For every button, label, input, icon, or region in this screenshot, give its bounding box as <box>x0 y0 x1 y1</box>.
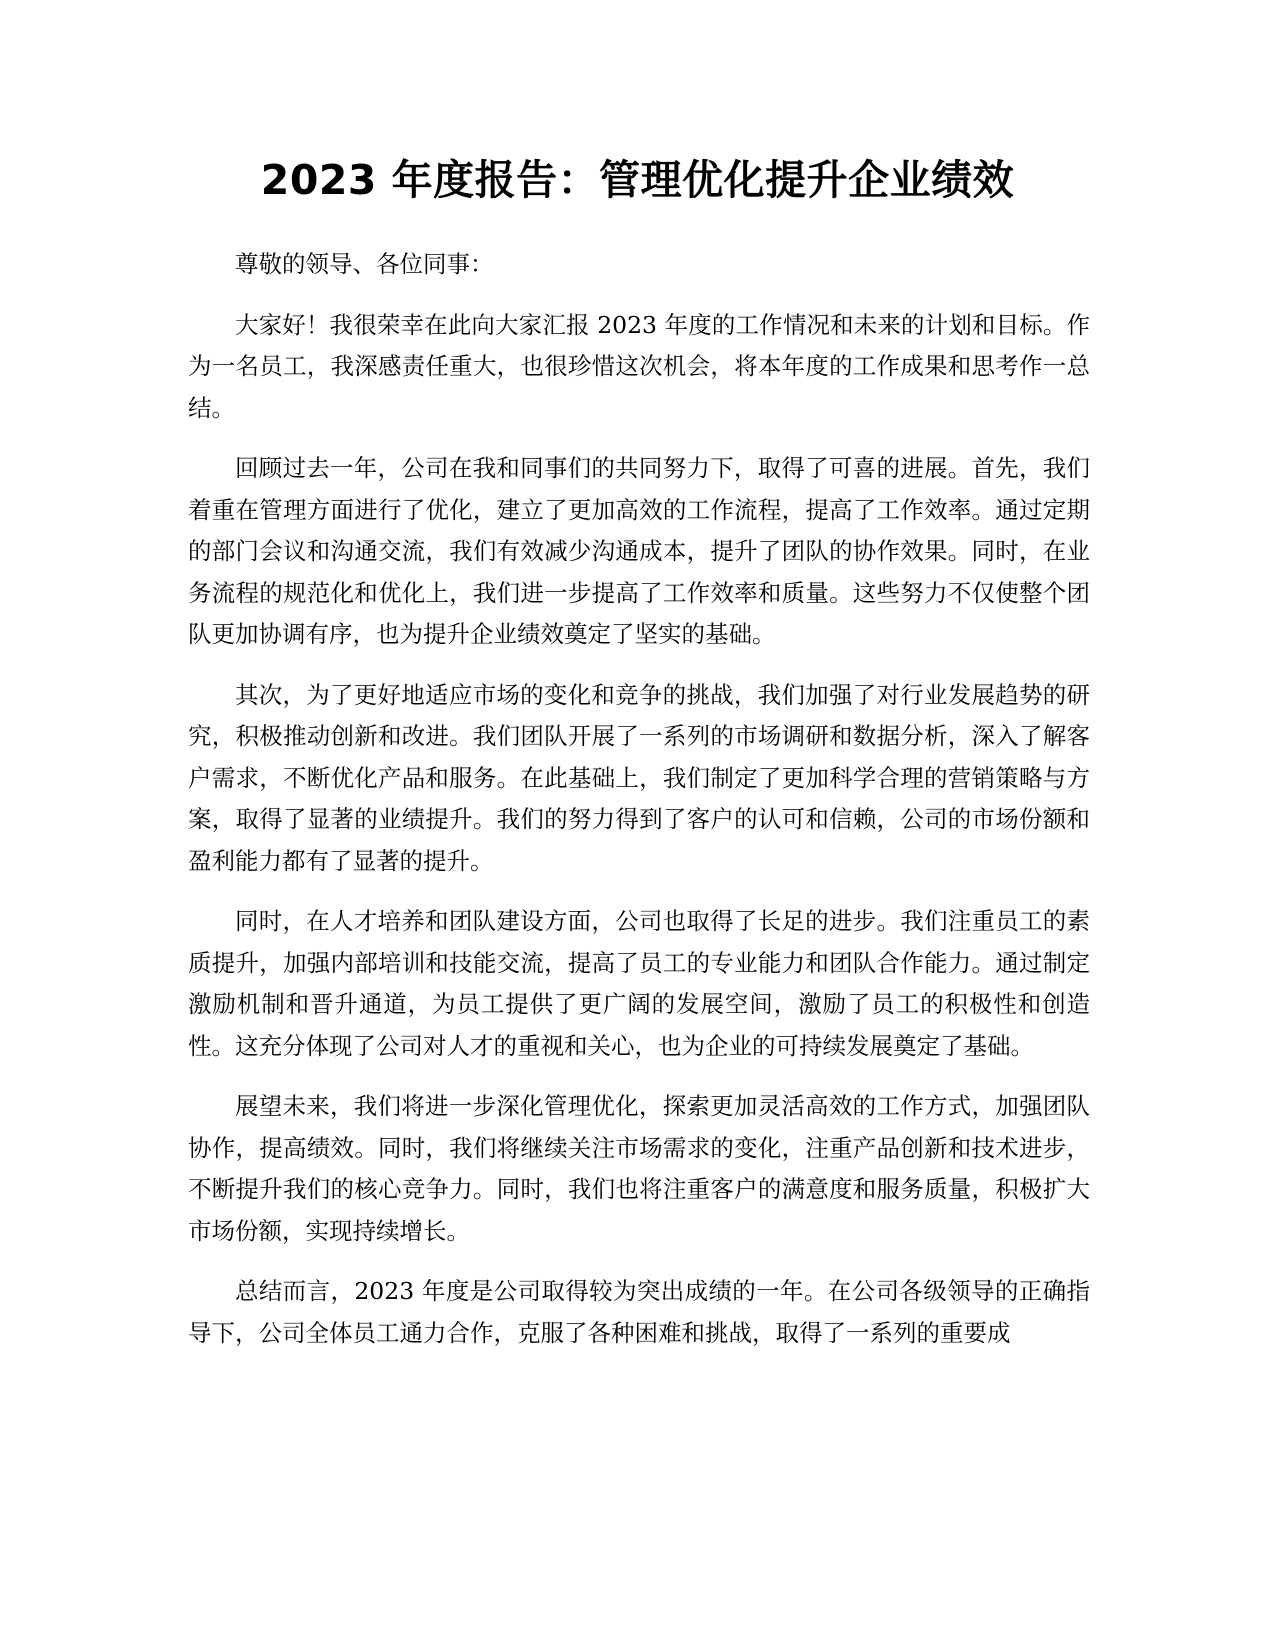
paragraph-market: 其次，为了更好地适应市场的变化和竞争的挑战，我们加强了对行业发展趋势的研究，积极推动创新和改进。我们团队开展了一系列的市场调研和数据分析，深入了解客户需求，不断优化产品和服务。在此基础上，我们制定了更加科学合理的营销策略与方案，取得了显著的业绩提升。我们的努力得到了客户的认可和信赖，公司的市场份额和盈利能力都有了显著的提升。 <box>188 680 1090 875</box>
paragraph-greeting: 大家好！我很荣幸在此向大家汇报 2023 年度的工作情况和未来的计划和目标。作为一名员工，我深感责任重大，也很珍惜这次机会，将本年度的工作成果和思考作一总结。 <box>188 310 1090 422</box>
paragraph-outlook: 展望未来，我们将进一步深化管理优化，探索更加灵活高效的工作方式，加强团队协作，提高绩效。同时，我们将继续关注市场需求的变化，注重产品创新和技术进步，不断提升我们的核心竞争力。同时，我们也将注重客户的满意度和服务质量，积极扩大市场份额，实现持续增长。 <box>188 1092 1090 1245</box>
paragraph-review: 回顾过去一年，公司在我和同事们的共同努力下，取得了可喜的进展。首先，我们着重在管理方面进行了优化，建立了更加高效的工作流程，提高了工作效率。通过定期的部门会议和沟通交流，我们有效减少沟通成本，提升了团队的协作效果。同时，在业务流程的规范化和优化上，我们进一步提高了工作效率和质量。这些努力不仅使整个团队更加协调有序，也为提升企业绩效奠定了坚实的基础。 <box>188 454 1090 648</box>
paragraph-talent: 同时，在人才培养和团队建设方面，公司也取得了长足的进步。我们注重员工的素质提升，加强内部培训和技能交流，提高了员工的专业能力和团队合作能力。通过制定激励机制和晋升通道，为员工提供了更广阔的发展空间，激励了员工的积极性和创造性。这充分体现了公司对人才的重视和关心，也为企业的可持续发展奠定了基础。 <box>188 907 1090 1060</box>
page-title: 2023 年度报告：管理优化提升企业绩效 <box>260 156 1015 204</box>
salutation: 尊敬的领导、各位同事： <box>235 250 494 278</box>
document-body <box>188 244 1090 1373</box>
paragraph-summary: 总结而言，2023 年度是公司取得较为突出成绩的一年。在公司各级领导的正确指导下，公司全体员工通力合作，克服了各种困难和挑战，取得了一系列的重要成 <box>188 1277 1090 1347</box>
